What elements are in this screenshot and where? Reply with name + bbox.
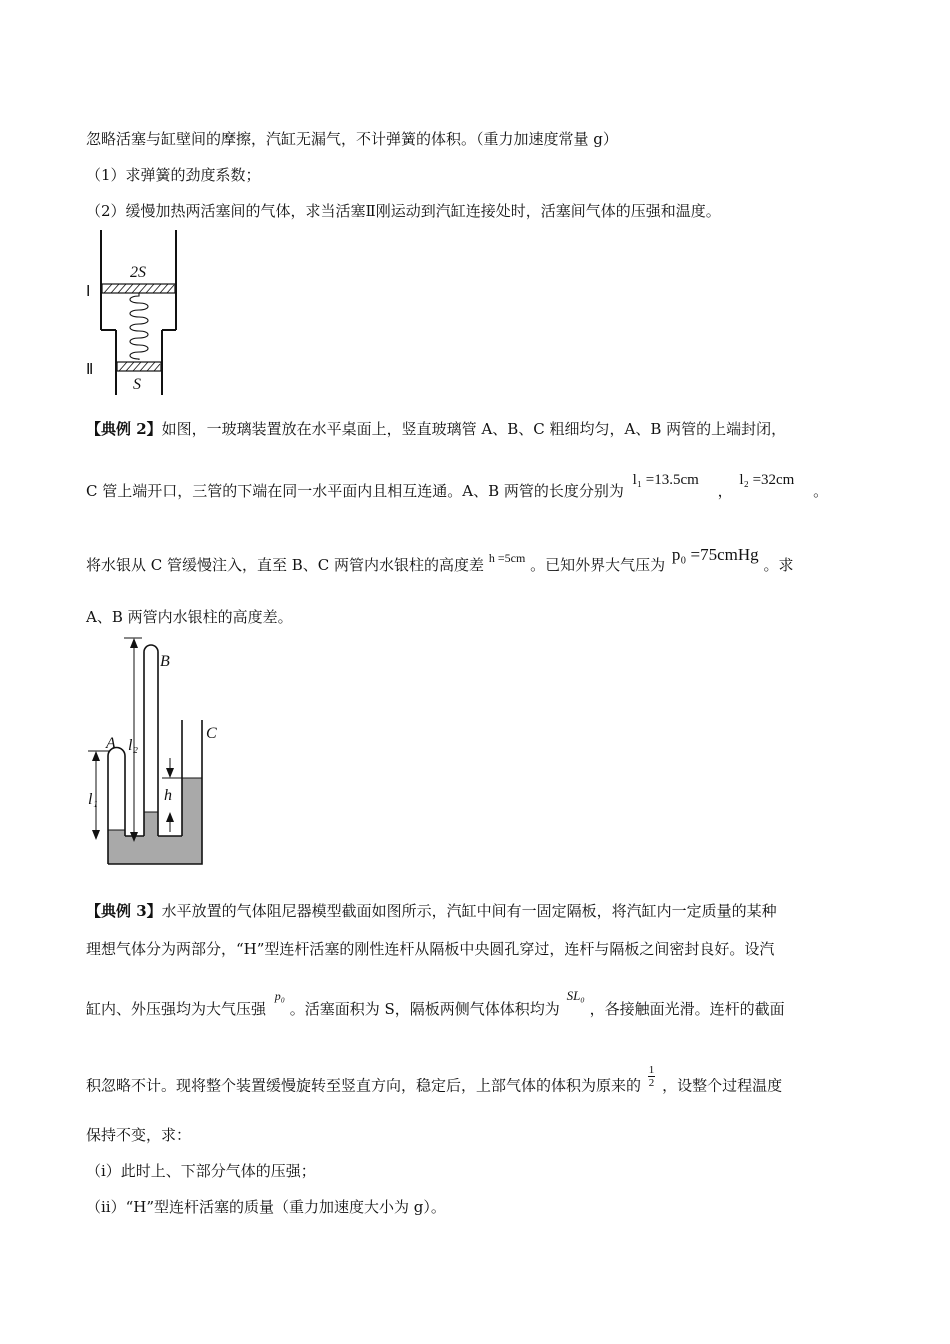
cylinder-figure (84, 230, 194, 400)
example-2-tag: 【典例 2】 (86, 420, 162, 438)
example-3-line5: 保持不变，求： (86, 1126, 192, 1144)
example-2-text3b: 。已知外界大气压为 (530, 556, 666, 574)
glass-tubes-figure (84, 634, 234, 874)
label-B: B (160, 653, 170, 670)
label-2S: 2S (130, 264, 146, 281)
example-3-line3 (86, 988, 785, 1019)
label-h: h (164, 787, 172, 804)
intro-line: 忽略活塞与缸壁间的摩擦，汽缸无漏气，不计弹簧的体积。（重力加速度常量 g） (86, 130, 618, 148)
formula-l2: l₂ =32cm (739, 472, 795, 488)
example-3-text1: 水平放置的气体阻尼器模型截面如图所示，汽缸中间有一固定隔板，将汽缸内一定质量的某种 (161, 902, 777, 920)
example-2-text3: 将水银从 C 管缓慢注入，直至 B、C 两管内水银柱的高度差 (86, 556, 485, 574)
label-l2: l₂ (128, 737, 139, 754)
fraction-denominator: 2 (648, 1077, 655, 1089)
example-2-line4: A、B 两管内水银柱的高度差。 (86, 608, 293, 626)
example-3-text4: 积忽略不计。现将整个装置缓慢旋转至竖直方向，稳定后，上部气体的体积为原来的 (86, 1076, 642, 1095)
label-l1: l₁ (88, 791, 99, 808)
fraction-half (648, 1064, 656, 1089)
example-2-text2: C 管上端开口，三管的下端在同一水平面内且相互连通。A、B 两管的长度分别为 (86, 482, 624, 500)
separator: ， (717, 482, 733, 500)
period: 。 (813, 482, 829, 500)
example-3-text3: 缸内、外压强均为大气压强 (86, 1000, 267, 1018)
label-S: S (133, 376, 141, 393)
formula-SL0: SL₀ (566, 988, 585, 1003)
example-3-question-i: （i）此时上、下部分气体的压强； (86, 1162, 316, 1180)
label-piston-1: Ⅰ (86, 284, 91, 300)
example-3-line1 (86, 900, 777, 921)
example-3-tag: 【典例 3】 (86, 902, 162, 920)
example-2-text3c: 。求 (763, 556, 794, 574)
example-3-question-ii: （ii）“H”型连杆活塞的质量（重力加速度大小为 g）。 (86, 1198, 446, 1216)
example-3-text4b: ，设整个过程温度 (662, 1076, 783, 1095)
example-2-line2 (86, 472, 829, 501)
fraction-numerator: 1 (648, 1064, 655, 1076)
formula-h: h =5cm (488, 551, 526, 565)
label-A: A (106, 735, 116, 752)
spring-icon (130, 293, 148, 360)
question-1: （1）求弹簧的劲度系数； (86, 166, 261, 184)
label-C: C (206, 725, 217, 742)
example-2-line1 (86, 418, 786, 439)
formula-l1: l₁ =13.5cm (632, 472, 699, 488)
label-piston-2: Ⅱ (86, 362, 94, 378)
example-3-line4 (86, 1064, 783, 1099)
example-3-text3b: 。活塞面积为 S，隔板两侧气体体积均为 (289, 1000, 560, 1018)
question-2: （2）缓慢加热两活塞间的气体，求当活塞Ⅱ刚运动到汽缸连接处时，活塞间气体的压强和温度。 (86, 202, 721, 220)
example-2-text1: 如图，一玻璃装置放在水平桌面上，竖直玻璃管 A、B、C 粗细均匀，A、B 两管的上端封闭， (161, 420, 787, 438)
formula-p0: p₀ =75cmHg (671, 545, 759, 564)
formula-p0-small: p₀ (274, 989, 285, 1003)
example-3-text3c: ，各接触面光滑。连杆的截面 (589, 1000, 785, 1018)
example-3-line2: 理想气体分为两部分，“H”型连杆活塞的刚性连杆从隔板中央圆孔穿过，连杆与隔板之间密封良好。设汽 (86, 940, 775, 958)
example-2-line3 (86, 545, 794, 575)
